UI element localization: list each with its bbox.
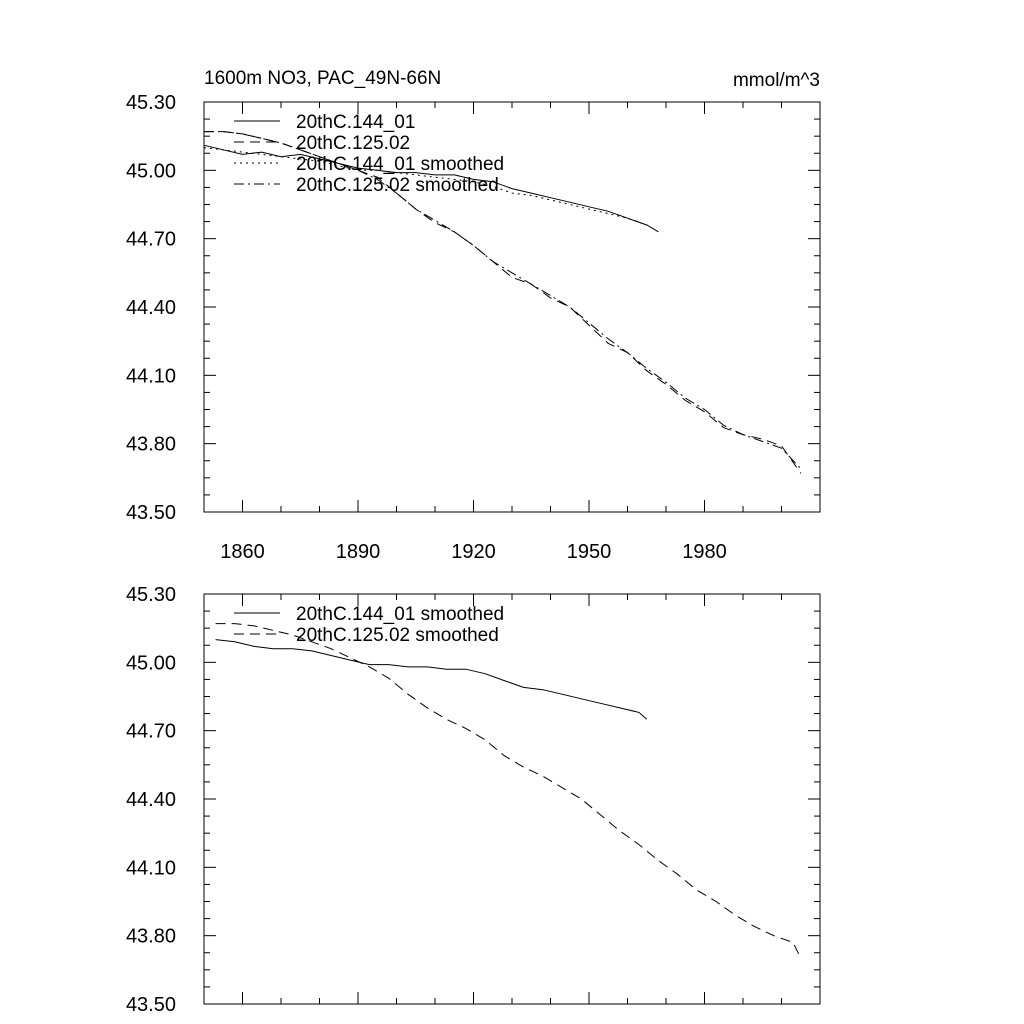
legend-label-1: 20thC.144_01 smoothed xyxy=(296,604,505,625)
legend-label-4: 20thC.125.02 smoothed xyxy=(296,175,499,196)
y-tick-label: 45.00 xyxy=(125,160,176,183)
x-tick-label: 1950 xyxy=(566,541,612,563)
y-tick-label: 43.50 xyxy=(125,502,176,524)
units-label: mmol/m^3 xyxy=(732,70,820,91)
x-tick-label: 1920 xyxy=(451,541,496,563)
plot-frame xyxy=(204,594,820,1004)
legend-label-3: 20thC.144_01 smoothed xyxy=(296,154,505,175)
y-tick-label: 45.30 xyxy=(125,92,176,114)
y-tick-label: 44.70 xyxy=(125,720,176,743)
y-tick-label: 45.00 xyxy=(125,652,176,675)
top-chart-panel xyxy=(126,68,820,563)
y-tick-label: 44.40 xyxy=(125,297,176,319)
series-layer xyxy=(216,624,801,959)
y-tick-label: 44.40 xyxy=(125,789,176,811)
x-tick-label: 1980 xyxy=(682,541,727,563)
series-line-1 xyxy=(216,640,647,720)
y-tick-label: 43.80 xyxy=(125,925,176,948)
chart-title: 1600m NO3, PAC_49N-66N xyxy=(204,68,442,89)
x-tick-label: 1860 xyxy=(220,541,265,563)
legend-label-2: 20thC.125.02 xyxy=(296,133,411,154)
y-tick-label: 43.80 xyxy=(125,433,176,456)
series-layer xyxy=(204,132,801,474)
y-tick-label: 44.70 xyxy=(125,228,176,251)
legend-label-2: 20thC.125.02 smoothed xyxy=(296,625,499,646)
series-line-2 xyxy=(216,624,801,959)
series-line-2 xyxy=(204,132,801,474)
series-line-4 xyxy=(204,132,801,469)
y-tick-label: 44.10 xyxy=(125,857,176,880)
y-tick-label: 45.30 xyxy=(125,584,176,606)
legend-label-1: 20thC.144_01 xyxy=(296,112,416,133)
tick-layer xyxy=(126,584,820,1016)
x-tick-label: 1890 xyxy=(335,541,381,563)
y-tick-label: 44.10 xyxy=(125,365,176,388)
legend xyxy=(234,112,504,196)
bottom-chart-panel xyxy=(126,584,820,1016)
y-tick-label: 43.50 xyxy=(125,994,176,1016)
legend xyxy=(234,604,504,646)
